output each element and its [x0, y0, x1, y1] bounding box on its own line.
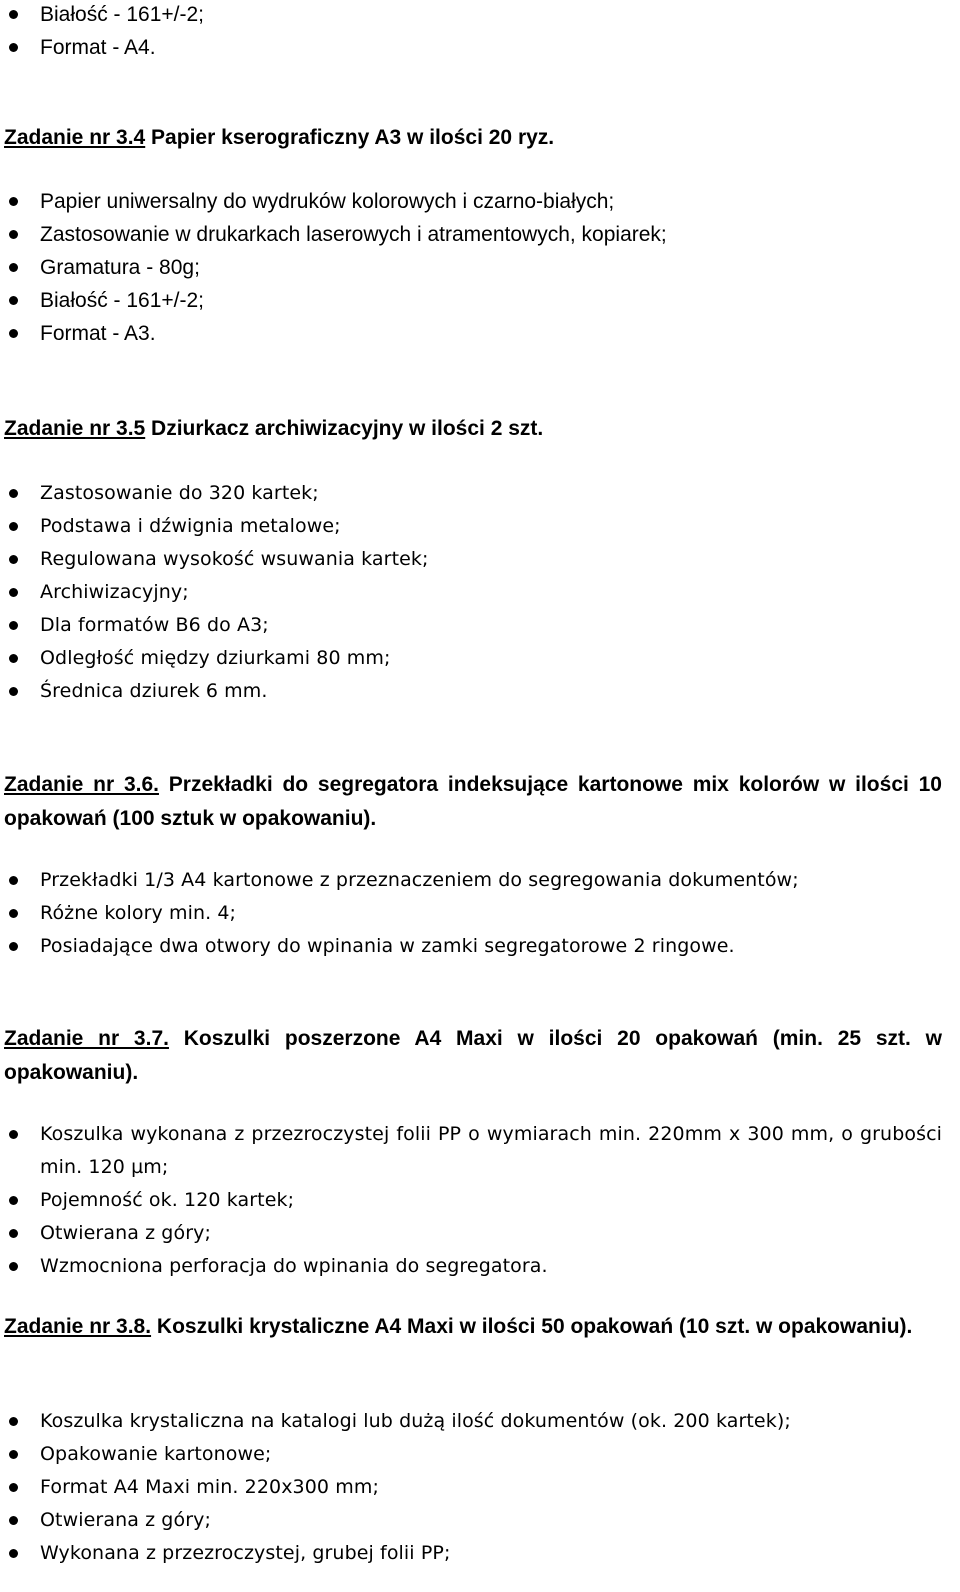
bullet-icon: [9, 1417, 18, 1426]
bullet-icon: [9, 1450, 18, 1459]
list-item: Podstawa i dźwignia metalowe;: [0, 510, 942, 543]
list-item: Dla formatów B6 do A3;: [0, 609, 942, 642]
bullet-icon: [9, 1130, 18, 1139]
bullet-icon: [9, 942, 18, 951]
list-item: Białość - 161+/-2;: [0, 0, 942, 31]
list-item: Koszulka krystaliczna na katalogi lub dużą ilość dokumentów (ok. 200 kartek);: [0, 1405, 942, 1438]
bullet-icon: [9, 654, 18, 663]
bullet-icon: [9, 588, 18, 597]
bullet-icon: [9, 1549, 18, 1558]
bullet-icon: [9, 909, 18, 918]
list-item: Białość - 161+/-2;: [0, 284, 942, 317]
heading-task-3-7: Zadanie nr 3.7. Koszulki poszerzone A4 Maxi w ilości 20 opakowań (min. 25 szt. w opakowaniu).: [4, 1027, 942, 1084]
list-item: Pojemność ok. 120 kartek;: [0, 1184, 942, 1217]
list-item: Odległość między dziurkami 80 mm;: [0, 642, 942, 675]
bullet-icon: [9, 522, 18, 531]
bullet-icon: [9, 43, 18, 52]
bullet-list-task-3-4: [0, 185, 960, 350]
list-item: Otwierana z góry;: [0, 1217, 942, 1250]
list-item: Otwierana z góry;: [0, 1504, 942, 1537]
heading-task-3-4: Zadanie nr 3.4 Papier kserograficzny A3 w ilości 20 ryz.: [4, 126, 555, 149]
bullet-icon: [9, 1483, 18, 1492]
list-item: Opakowanie kartonowe;: [0, 1438, 942, 1471]
bullet-icon: [9, 687, 18, 696]
bullet-list-task-3-6: [0, 864, 960, 963]
bullet-icon: [9, 1516, 18, 1525]
list-item: Format - A4.: [0, 31, 942, 64]
list-item: Przekładki 1/3 A4 kartonowe z przeznaczeniem do segregowania dokumentów;: [0, 864, 942, 897]
list-item: Średnica dziurek 6 mm.: [0, 675, 942, 708]
bullet-list-top: [0, 0, 960, 64]
bullet-list-task-3-7: [0, 1118, 960, 1283]
bullet-icon: [9, 263, 18, 272]
list-item: Regulowana wysokość wsuwania kartek;: [0, 543, 942, 576]
bullet-icon: [9, 1262, 18, 1271]
list-item: Zastosowanie do 320 kartek;: [0, 477, 942, 510]
list-item: Wykonana z przezroczystej, grubej folii PP;: [0, 1537, 942, 1570]
bullet-icon: [9, 876, 18, 885]
bullet-icon: [9, 489, 18, 498]
bullet-icon: [9, 329, 18, 338]
list-item: Koszulka wykonana z przezroczystej folii PP o wymiarach min. 220mm x 300 mm, o grubości min. 120 µm;: [0, 1118, 942, 1184]
bullet-icon: [9, 1229, 18, 1238]
bullet-icon: [9, 230, 18, 239]
bullet-icon: [9, 1196, 18, 1205]
list-item: Różne kolory min. 4;: [0, 897, 942, 930]
heading-task-3-6: Zadanie nr 3.6. Przekładki do segregatora indeksujące kartonowe mix kolorów w ilości 10 opakowań (100 sztuk w opakowaniu).: [4, 773, 942, 830]
bullet-icon: [9, 197, 18, 206]
bullet-icon: [9, 296, 18, 305]
list-item: Posiadające dwa otwory do wpinania w zamki segregatorowe 2 ringowe.: [0, 930, 942, 963]
list-item: Archiwizacyjny;: [0, 576, 942, 609]
heading-task-3-8: Zadanie nr 3.8. Koszulki krystaliczne A4 Maxi w ilości 50 opakowań (10 szt. w opakowaniu).: [4, 1315, 913, 1338]
list-item: Format - A3.: [0, 317, 942, 350]
list-item: Zastosowanie w drukarkach laserowych i atramentowych, kopiarek;: [0, 218, 942, 251]
heading-task-3-5: Zadanie nr 3.5 Dziurkacz archiwizacyjny w ilości 2 szt.: [4, 417, 544, 440]
bullet-icon: [9, 621, 18, 630]
bullet-icon: [9, 555, 18, 564]
bullet-list-task-3-5: [0, 477, 960, 708]
list-item: Format A4 Maxi min. 220x300 mm;: [0, 1471, 942, 1504]
list-item: Papier uniwersalny do wydruków kolorowych i czarno-białych;: [0, 185, 942, 218]
bullet-list-task-3-8: [0, 1405, 960, 1570]
bullet-icon: [9, 10, 18, 19]
list-item: Wzmocniona perforacja do wpinania do segregatora.: [0, 1250, 942, 1283]
list-item: Gramatura - 80g;: [0, 251, 942, 284]
